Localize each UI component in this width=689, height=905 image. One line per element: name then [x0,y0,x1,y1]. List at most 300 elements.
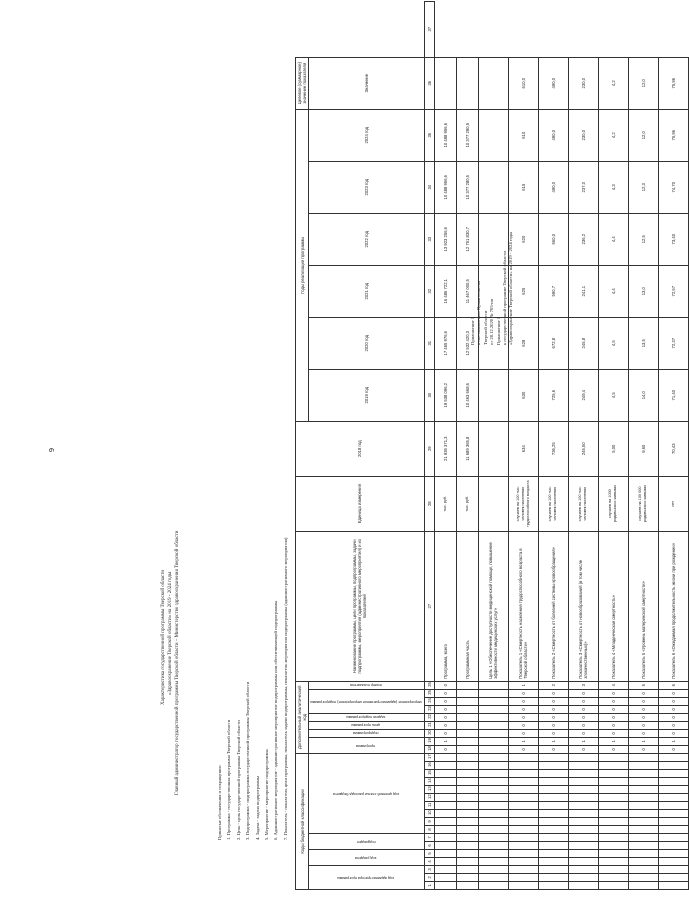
year-value-cell: 10 377 280,5 [456,109,478,161]
code-cell: 0 [628,729,658,737]
code-cell [628,794,658,802]
code-cell [478,874,508,882]
code-cell: 0 [538,705,568,713]
code-cell [538,810,568,818]
header-year-2019: 2019 год [309,369,425,421]
code-cell: 0 [628,705,658,713]
column-number: 30 [424,369,434,421]
unit-cell: случаев на 100 тыс. человек населения [538,476,568,531]
code-cell [628,882,658,890]
code-cell [598,762,628,770]
year-value-cell: 490,0 [538,161,568,213]
code-cell [538,826,568,834]
unit-cell: тыс. руб. [434,476,456,531]
appendix-line: Приложение 1 [470,316,475,345]
year-value-cell: 634 [508,421,538,476]
code-cell: 0 [508,745,538,753]
header-name: Наименование программы, цели программы, подпрограммы, задачи подпрограммы, мероприятия (административного мероприятия) и их показателей [296,531,425,681]
code-cell [598,786,628,794]
code-cell [508,858,538,866]
indicator-name: Показатель 3 «Смертность от новообразований (в том числе злокачественных)» [568,531,598,681]
code-cell: 0 [508,697,538,705]
header-prz [309,834,425,850]
code-cell [456,810,478,818]
header-extra-indicator-text: номер показателя [349,682,382,687]
code-cell [478,818,508,826]
code-cell [508,826,538,834]
year-value-cell: 4,3 [598,161,628,213]
code-cell [478,729,508,737]
code-cell [628,778,658,786]
code-cell [628,802,658,810]
year-value-cell: 14,0 [628,369,658,421]
code-cell: 0 [568,745,598,753]
code-cell [568,794,598,802]
legend-item: 6. Административное мероприятие - административное мероприятие подпрограммы или обеспечивающей подпрограммы [273,600,279,840]
code-cell [568,778,598,786]
code-cell [456,882,478,890]
code-cell [456,762,478,770]
code-cell [478,713,508,721]
year-value-cell: 245,8 [568,317,598,369]
year-value-cell: 625 [508,265,538,317]
year-value-cell: 70,43 [658,421,688,476]
year-value-cell: 72,37 [658,317,688,369]
code-cell: 0 [434,729,456,737]
code-cell [478,794,508,802]
indicator-name: Программная часть [456,531,478,681]
code-cell: 0 [598,745,628,753]
code-cell [434,826,456,834]
code-cell [456,802,478,810]
code-cell [456,826,478,834]
column-number: 25 [424,689,434,697]
code-cell: 0 [434,705,456,713]
code-cell: 1 [598,737,628,745]
code-cell: 0 [538,729,568,737]
year-value-cell: 5,00 [598,421,628,476]
code-cell [598,850,628,858]
code-cell [456,818,478,826]
header-target-value: Значение [309,57,425,109]
header-extra-activity-text: мероприятие (административное мероприятие) подпрограммы [310,699,422,704]
column-number: 12 [424,794,434,802]
code-cell [568,810,598,818]
code-cell [538,818,568,826]
column-number: 26 [424,681,434,689]
code-cell: 0 [598,705,628,713]
code-cell [598,810,628,818]
code-cell: 0 [434,681,456,689]
year-value-cell: 615 [508,161,538,213]
year-value-cell: 13,5 [628,317,658,369]
code-cell [456,729,478,737]
code-cell [434,810,456,818]
code-cell: 0 [508,705,538,713]
code-cell [568,850,598,858]
header-extra-program [309,737,425,753]
unit-cell: лет [658,476,688,531]
code-cell [508,842,538,850]
column-number: 14 [424,778,434,786]
code-cell [508,762,538,770]
year-value-cell: 73,40 [658,213,688,265]
header-codes-group: Коды бюджетной классификации [296,753,309,889]
code-cell [508,786,538,794]
table-row [478,1,508,889]
year-value-cell: 241,1 [568,265,598,317]
code-cell: 0 [508,713,538,721]
year-value-cell: 13 923 256,6 [434,213,456,265]
code-cell: 0 [628,689,658,697]
code-cell [598,866,628,874]
code-cell: 4 [598,681,628,689]
page-number: 9 [48,447,57,453]
legend-heading: Принятые обозначения и сокращения: [217,765,222,840]
year-value-cell: 11 467 000,5 [456,265,478,317]
code-cell [658,794,688,802]
code-cell: 0 [434,745,456,753]
column-number: 37 [424,1,434,57]
year-value-cell: 17 465 976,6 [434,317,456,369]
code-cell [508,770,538,778]
indicator-name: Показатель 5 «Уровень материнской смертности» [628,531,658,681]
header-year-2021: 2021 год [309,265,425,317]
legend-item: 4. Задача - задача подпрограммы [254,776,260,840]
year-value-cell [478,421,508,476]
code-cell: 1 [508,737,538,745]
code-cell: 1 [538,737,568,745]
table-body [434,1,688,889]
code-cell [568,770,598,778]
code-cell: 0 [538,713,568,721]
column-number: 16 [424,762,434,770]
code-cell [538,778,568,786]
year-value-cell: 10 488 956,6 [434,109,456,161]
indicator-name: Показатель 2 «Смертность от болезней системы кровообращения» [538,531,568,681]
legend-item: 7. Показатель - показатель цели программы, показатель задачи подпрограммы, показатель мероприятия подпрограммы (административного мероприятия) [282,537,288,840]
code-cell: 0 [628,697,658,705]
code-cell [508,850,538,858]
column-number: 13 [424,786,434,794]
year-value-cell: 590,7 [538,265,568,317]
code-cell: 0 [568,705,598,713]
code-cell [434,882,456,890]
code-cell [434,762,456,770]
code-cell [538,874,568,882]
column-number: 6 [424,842,434,850]
target-value-cell: 610,0 [508,57,538,109]
code-cell [456,753,478,761]
code-cell [538,753,568,761]
header-admin-code [309,866,425,890]
code-cell [628,810,658,818]
target-value-cell: 490,0 [538,57,568,109]
target-value-cell [434,57,456,109]
code-cell [508,802,538,810]
code-cell [628,842,658,850]
code-cell [456,770,478,778]
code-cell [456,697,478,705]
year-value-cell: 11 689 365,8 [456,421,478,476]
code-cell [628,850,658,858]
year-value-cell [478,369,508,421]
code-cell [478,858,508,866]
code-cell [568,834,598,842]
code-cell [568,874,598,882]
year-value-cell: 72,57 [658,265,688,317]
unit-cell: случаев на 1000 родившихся живыми [598,476,628,531]
code-cell [508,874,538,882]
year-value-cell: 628 [508,317,538,369]
code-cell [478,737,508,745]
column-numbers-row [424,1,434,889]
code-cell [456,721,478,729]
year-value-cell: 736,25 [538,421,568,476]
code-cell [456,705,478,713]
year-value-cell: 725,6 [538,369,568,421]
year-value-cell: 9,60 [628,421,658,476]
header-admin-text: код администратора программы [337,876,395,880]
header-unit: Единица измерения [296,476,425,531]
code-cell [478,778,508,786]
code-cell [598,882,628,890]
header-extra-activity [309,689,425,713]
header-extra-task [309,713,425,721]
code-cell [456,737,478,745]
header-rzd-text: код раздела [355,856,377,860]
header-csr [309,753,425,833]
code-cell [658,834,688,842]
header-year-2023: 2023 год [309,161,425,213]
column-number: 28 [424,476,434,531]
code-cell: 0 [508,729,538,737]
year-value-cell: 672,8 [538,317,568,369]
year-value-cell: 4,5 [598,369,628,421]
column-number: 2 [424,874,434,882]
header-extra-goal-text: цель программы [351,722,381,727]
year-value-cell: 10 488 956,6 [434,161,456,213]
code-cell [508,810,538,818]
header-year-2022: 2022 год [309,213,425,265]
column-number: 7 [424,834,434,842]
code-cell [508,778,538,786]
code-cell: 0 [508,721,538,729]
column-number: 8 [424,826,434,834]
code-cell [538,834,568,842]
title-line: Главный администратор государственной программы Тверской области – Министерство здравоохранения Тверской области [175,530,180,795]
code-cell: 0 [568,697,598,705]
code-cell [456,794,478,802]
program-table [295,1,689,890]
code-cell [598,874,628,882]
code-cell [598,826,628,834]
year-value-cell: 74,70 [658,161,688,213]
year-value-cell: 490,0 [538,109,568,161]
appendix-line: Тверской области [482,310,488,345]
title-line: Характеристика государственной программы Тверской области [161,569,166,705]
code-cell [456,713,478,721]
year-value-cell: 12 751 830,7 [456,213,478,265]
code-cell: 5 [628,681,658,689]
code-cell: 0 [598,713,628,721]
header-extra-goal [309,721,425,729]
code-cell [598,858,628,866]
table-row [456,1,478,889]
code-cell [478,681,508,689]
code-cell [658,858,688,866]
code-cell [434,794,456,802]
code-cell [456,842,478,850]
column-number: 19 [424,737,434,745]
code-cell [628,826,658,834]
header-2018: 2018 год [296,421,425,476]
code-cell [508,882,538,890]
code-cell [456,866,478,874]
code-cell: 0 [658,721,688,729]
code-cell: 0 [568,729,598,737]
code-cell [434,753,456,761]
code-cell [478,721,508,729]
code-cell: 0 [568,713,598,721]
header-years-group: Годы реализации программы [296,109,309,421]
code-cell [478,842,508,850]
year-value-cell: 13,0 [628,265,658,317]
code-cell: 0 [658,713,688,721]
indicator-name: Показатель 1 «Смертность населения трудоспособного возраста в Тверской области» [508,531,538,681]
legend-item: 5. Мероприятие - мероприятие подпрограммы [264,749,270,840]
code-cell [568,882,598,890]
table-row [598,1,628,889]
header-extra-program-text: программа [356,743,376,748]
code-cell [658,882,688,890]
code-cell [568,842,598,850]
code-cell [568,802,598,810]
code-cell [478,850,508,858]
header-extra-indicator [309,681,425,689]
unit-cell: тыс. руб. [456,476,478,531]
code-cell: 0 [628,745,658,753]
year-value-cell [478,317,508,369]
code-cell: 2 [538,681,568,689]
code-cell [538,866,568,874]
code-cell [508,794,538,802]
column-number: 21 [424,721,434,729]
code-cell [434,866,456,874]
column-number: 27 [424,531,434,681]
header-extra-group: Дополнительный аналитический код [296,681,309,753]
code-cell [456,786,478,794]
code-cell [598,770,628,778]
code-cell [508,834,538,842]
code-cell: 0 [658,745,688,753]
code-cell: 0 [628,713,658,721]
code-cell [598,794,628,802]
code-cell [434,850,456,858]
year-value-cell: 19 538 096,2 [434,369,456,421]
code-cell [598,834,628,842]
code-cell [478,705,508,713]
code-cell [478,689,508,697]
column-number: 22 [424,713,434,721]
code-cell [478,745,508,753]
year-value-cell: 610 [508,109,538,161]
year-value-cell: 236,2 [568,213,598,265]
code-cell [434,858,456,866]
code-cell [628,753,658,761]
appendix-line: «Здравоохранение Тверской области» на 2019 - 2024 годы [508,231,514,345]
indicator-name: Показатель 4 «Младенческая смертность» [598,531,628,681]
unit-cell: случаев на 100 тыс. человек населения [568,476,598,531]
indicator-name: Программа, всего [434,531,456,681]
code-cell [598,818,628,826]
year-value-cell: 12,3 [628,161,658,213]
code-cell [538,786,568,794]
year-value-cell: 620 [508,213,538,265]
year-value-cell: 246,50 [568,421,598,476]
column-number: 18 [424,745,434,753]
code-cell: 0 [434,721,456,729]
year-value-cell: 12,0 [628,109,658,161]
code-cell: 0 [658,729,688,737]
column-number: 31 [424,317,434,369]
code-cell [538,802,568,810]
code-cell [628,858,658,866]
code-cell: 0 [658,689,688,697]
table-row [434,1,456,889]
appendix-line: от 28.12.2020 № 705-пп [489,298,495,345]
code-cell: 1 [658,737,688,745]
code-cell: 0 [658,697,688,705]
unit-cell: случаев на 100 000 родившихся живыми [628,476,658,531]
year-value-cell: 630 [508,369,538,421]
column-number: 15 [424,770,434,778]
table-row [658,1,688,889]
code-cell: 0 [538,697,568,705]
year-value-cell: 16 486 722,1 [434,265,456,317]
code-cell [434,786,456,794]
column-number: 20 [424,729,434,737]
header-prz-text: подраздел [356,840,376,844]
year-value-cell: 4,4 [598,213,628,265]
year-value-cell: 560,0 [538,213,568,265]
legend-item: 2. Цель - цель государственной программы Тверской области [235,720,241,840]
year-value-cell: 230,0 [568,109,598,161]
legend-item: 3. Подпрограмма - подпрограмма государственной программы Тверской области [245,681,251,840]
code-cell [658,826,688,834]
code-cell [568,786,598,794]
code-cell [434,842,456,850]
year-value-cell [478,161,508,213]
code-cell [628,770,658,778]
code-cell [628,818,658,826]
code-cell [568,866,598,874]
code-cell: 1 [628,737,658,745]
code-cell: 0 [538,721,568,729]
year-value-cell [478,109,508,161]
code-cell [456,834,478,842]
target-value-cell: 75,96 [658,57,688,109]
code-cell: 0 [628,721,658,729]
code-cell: 0 [538,689,568,697]
column-number: 35 [424,109,434,161]
year-value-cell: 21 935 371,3 [434,421,456,476]
unit-cell: случаев на 100 тыс. человек населения трудоспособного возраста [508,476,538,531]
document-title [160,235,181,795]
column-number: 1 [424,882,434,890]
code-cell: 0 [434,689,456,697]
code-cell [538,842,568,850]
